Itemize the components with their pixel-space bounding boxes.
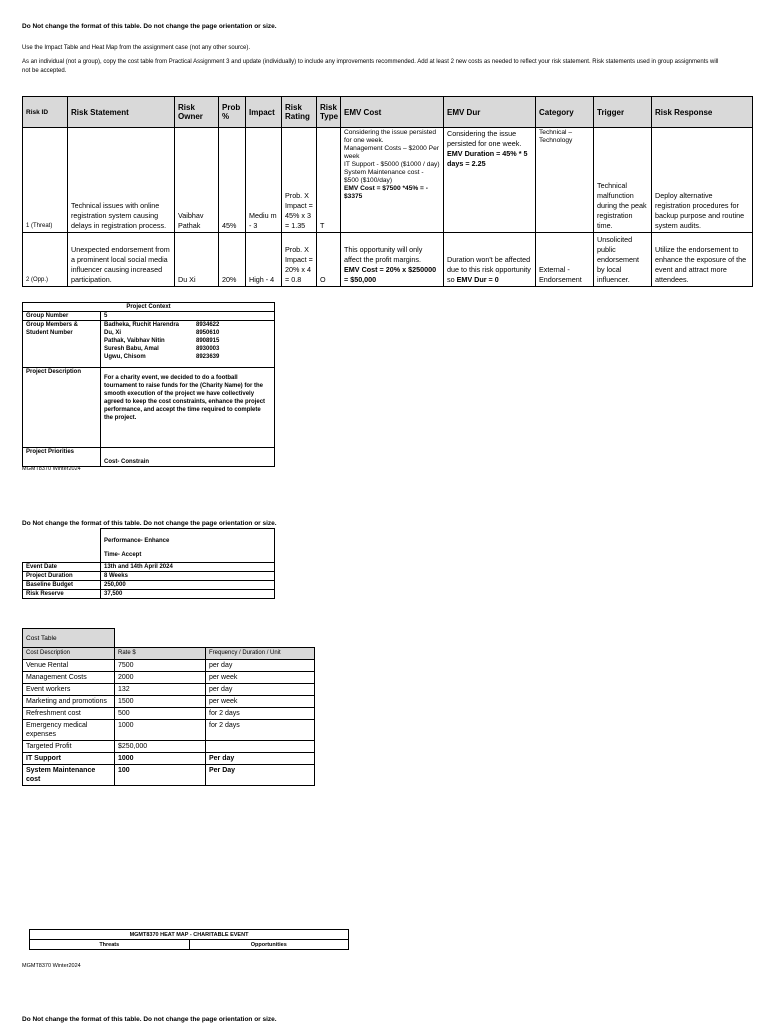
col-category: Category [536,97,594,128]
project-context-table [22,302,275,467]
project-context-title: Project Context [23,303,275,312]
cost-freq: Per day [206,753,315,765]
cost-table-header [23,648,315,660]
risk-type: O [317,233,341,287]
risk-statement: Technical issues with online registration system causing delays in registration process. [68,128,175,233]
budget: 250,000 [101,581,275,590]
member-row [104,345,271,353]
risk-id: 1 (Threat) [23,128,68,233]
cost-row [23,672,315,684]
emv-dur [444,233,536,287]
cost-row [23,660,315,672]
risk-trigger: Technical malfunction during the peak registration time. [594,128,652,233]
cost-freq: per week [206,672,315,684]
col-risk-owner: Risk Owner [175,97,219,128]
member-id: 8930003 [196,346,220,352]
cost-table-title: Cost Table [23,629,115,648]
member-row [104,321,271,329]
risk-impact: High - 4 [246,233,282,287]
col-emv-dur: EMV Dur [444,97,536,128]
instruction-1: Use the Impact Table and Heat Map from the assignment case (not any other source). [22,45,251,51]
risk-response: Deploy alternative registration procedures for backup purpose and routine system audits. [652,128,753,233]
priorities-cell [101,529,275,563]
notice-page2: Do Not change the format of this table. Do not change the page orientation or size. [22,520,277,527]
emv-cost-line: IT Support - $5000 ($1000 / day) [344,161,440,168]
cost-rate: 1500 [115,696,206,708]
cost-row [23,720,315,741]
cost-col-freq: Frequency / Duration / Unit [206,648,315,660]
risk-rating: Prob. X Impact = 20% x 4 = 0.8 [282,233,317,287]
risk-category: External - Endorsement [536,233,594,287]
member-name: Badheka, Ruchit Harendra [104,322,180,328]
risk-statement: Unexpected endorsement from a prominent local social media influencer causing increased participation. [68,233,175,287]
col-risk-type: Risk Type [317,97,341,128]
risk-owner: Vaibhav Pathak [175,128,219,233]
emv-cost-formula: EMV Cost = $7500 *45% = - $3375 [344,185,428,200]
emv-dur-formula: EMV Dur = 0 [456,275,499,284]
col-risk-rating: Risk Rating [282,97,317,128]
cost-desc: Event workers [23,684,115,696]
cost-row [23,753,315,765]
cost-rate: 1000 [115,753,206,765]
cost-col-rate: Rate $ [115,648,206,660]
cost-desc: IT Support [23,753,115,765]
cost-freq: for 2 days [206,708,315,720]
cost-row [23,696,315,708]
priority-time: Time- Accept [104,552,142,558]
col-prob: Prob % [219,97,246,128]
col-risk-id: Risk ID [23,97,68,128]
member-row [104,353,271,361]
priority-performance: Performance- Enhance [104,538,170,544]
cost-freq: per day [206,660,315,672]
risk-table [22,96,753,287]
member-name: Pathak, Vaibhav Nitin [104,338,165,344]
risk-id: 2 (Opp.) [23,233,68,287]
col-emv-cost: EMV Cost [341,97,444,128]
heat-map-table [29,929,349,950]
col-risk-response: Risk Response [652,97,753,128]
cost-rate: 132 [115,684,206,696]
risk-category: Technical – Technology [536,128,594,233]
cost-row [23,684,315,696]
budget-label: Baseline Budget [23,581,101,590]
group-number-label: Group Number [23,312,101,321]
risk-rating: Prob. X Impact = 45% x 3 = 1.35 [282,128,317,233]
cost-rate: 100 [115,765,206,786]
risk-owner: Du Xi [175,233,219,287]
cost-rate: 1000 [115,720,206,741]
member-id: 8923639 [196,354,220,360]
event-date-label: Event Date [23,563,101,572]
duration: 8 Weeks [101,572,275,581]
risk-response: Utilize the endorsement to enhance the exposure of the event and attract more attendees. [652,233,753,287]
emv-cost-line: Management Costs – $2000 Per week [344,145,439,160]
cost-freq: Per Day [206,765,315,786]
emv-dur-text: Duration won't be affected due to this risk opportunity so [447,255,531,284]
project-description: For a charity event, we decided to do a football tournament to raise funds for the (Charity Name) for the smooth execution of the project we have collectively agreed to keep the cost constraints, enhance the project performance, and accept the time required to complete the project. [101,368,275,448]
risk-impact: Mediu m - 3 [246,128,282,233]
emv-cost-line: System Maintenance cost - $500 ($100/day) [344,169,424,184]
cost-freq [206,741,315,753]
priorities-label: Project Priorities [23,448,101,467]
member-name: Suresh Babu, Amal [104,346,159,352]
notice-top: Do Not change the format of this table. Do not change the page orientation or size. [22,23,277,30]
cost-desc: Management Costs [23,672,115,684]
cost-desc: Emergency medical expenses [23,720,115,741]
cost-table [22,628,315,786]
footer-course: MGMT8370 Winter2024 [22,466,81,472]
description-label: Project Description [23,368,101,448]
heat-map-title: MGMT8370 HEAT MAP - CHARITABLE EVENT [30,930,349,940]
member-id: 8908915 [196,338,220,344]
cost-desc: Marketing and promotions [23,696,115,708]
group-number: 5 [101,312,275,321]
event-date: 13th and 14th April 2024 [101,563,275,572]
reserve: 37,500 [101,590,275,599]
priority-cost: Cost- Constrain [101,448,275,467]
emv-cost-text: This opportunity will only affect the profit margins. [344,245,423,264]
emv-cost [341,128,444,233]
emv-dur [444,128,536,233]
heat-map-threats: Threats [30,940,190,950]
risk-prob: 20% [219,233,246,287]
cost-row [23,708,315,720]
member-id: 8934622 [196,322,220,328]
cost-rate: 500 [115,708,206,720]
risk-trigger: Unsolicited public endorsement by local influencer. [594,233,652,287]
project-context-continued [22,528,275,599]
member-name: Du, Xi [104,330,122,336]
emv-cost [341,233,444,287]
footer-course-2: MGMT8370 Winter2024 [22,963,81,969]
cost-desc: System Maintenance cost [23,765,115,786]
col-impact: Impact [246,97,282,128]
cost-row [23,765,315,786]
duration-label: Project Duration [23,572,101,581]
risk-prob: 45% [219,128,246,233]
risk-table-header-row [23,97,753,128]
risk-row-threat [23,128,753,233]
member-name: Ugwu, Chisom [104,354,146,360]
emv-cost-line: Considering the issue persisted for one week. [344,129,436,144]
risk-type: T [317,128,341,233]
cost-freq: for 2 days [206,720,315,741]
member-row [104,337,271,345]
cost-col-desc: Cost Description [23,648,115,660]
reserve-label: Risk Reserve [23,590,101,599]
notice-page3: Do Not change the format of this table. Do not change the page orientation or size. [22,1016,277,1023]
emv-cost-formula: EMV Cost = 20% x $250000 = $50,000 [344,265,437,284]
cost-rate: 7500 [115,660,206,672]
instruction-2: As an individual (not a group), copy the cost table from Practical Assignment 3 and update (individually) to include any improvements recommended. Add at least 2 new costs as needed to reflect your risk statement. Risk statements used in group assignments will not be accepted. [22,59,719,74]
col-risk-statement: Risk Statement [68,97,175,128]
heat-map-opportunities: Opportunities [189,940,349,950]
member-row [104,329,271,337]
risk-row-opportunity [23,233,753,287]
cost-desc: Refreshment cost [23,708,115,720]
cost-rate: 2000 [115,672,206,684]
cost-rate: $250,000 [115,741,206,753]
cost-desc: Venue Rental [23,660,115,672]
members-list [101,321,275,368]
cost-freq: per day [206,684,315,696]
members-label: Group Members & Student Number [23,321,101,368]
emv-dur-text: Considering the issue persisted for one week. [447,129,522,148]
cost-row [23,741,315,753]
emv-dur-formula: EMV Duration = 45% * 5 days = 2.25 [447,149,528,168]
member-id: 8950610 [196,330,220,336]
cost-desc: Targeted Profit [23,741,115,753]
cost-freq: per week [206,696,315,708]
col-trigger: Trigger [594,97,652,128]
